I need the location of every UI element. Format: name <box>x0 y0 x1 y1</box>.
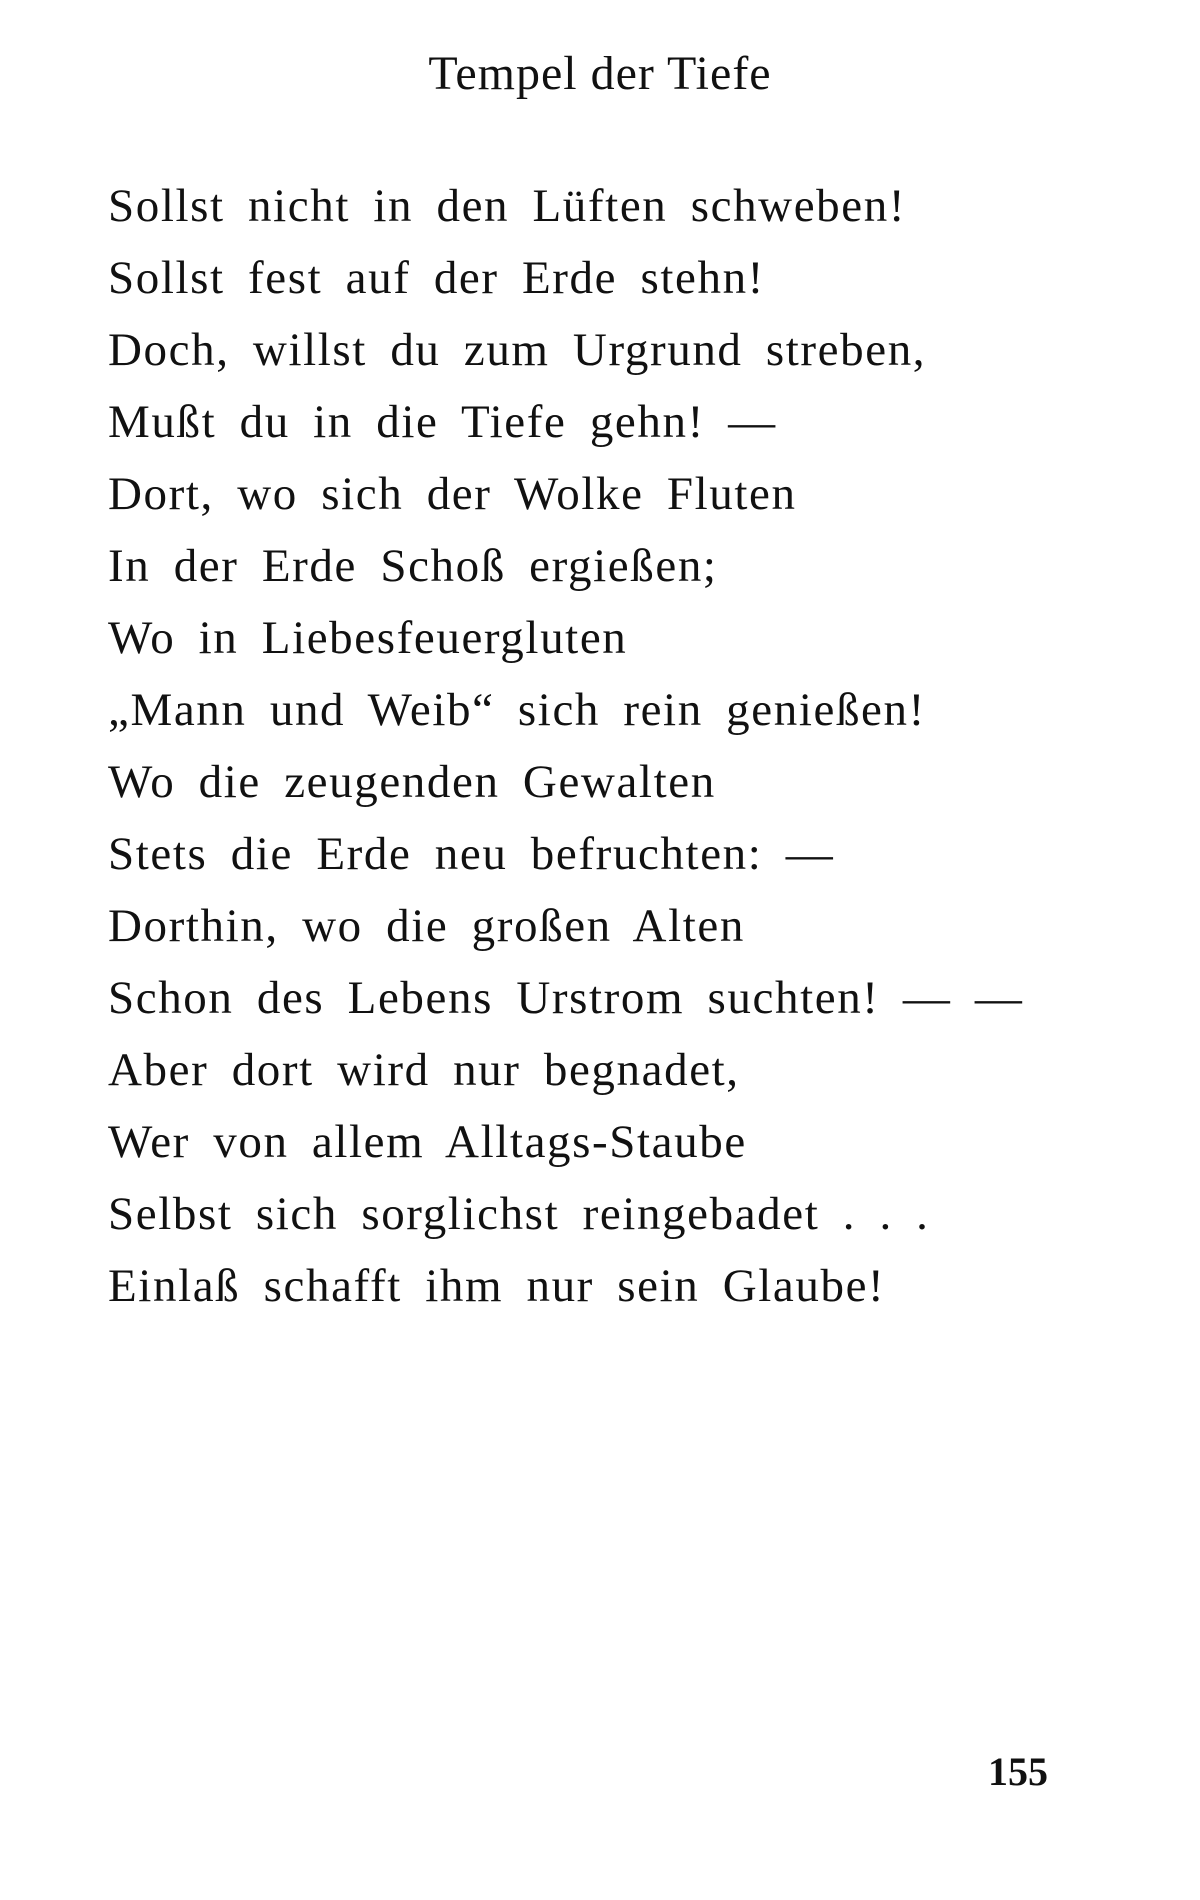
poem-line: Wo in Liebesfeuergluten <box>108 612 628 664</box>
poem-line: Einlaß schafft ihm nur sein Glaube! <box>108 1260 886 1312</box>
poem-line: Aber dort wird nur begnadet, <box>108 1044 740 1096</box>
poem-line: Mußt du in die Tiefe gehn! — <box>108 396 777 448</box>
poem-line: Doch, willst du zum Urgrund streben, <box>108 324 927 376</box>
poem-line: Dort, wo sich der Wolke Fluten <box>108 468 797 520</box>
poem-line: Selbst sich sorglichst reingebadet . . . <box>108 1188 930 1240</box>
poem-line: Wer von allem Alltags-Staube <box>108 1116 747 1168</box>
poem-line: Dorthin, wo die großen Alten <box>108 900 745 952</box>
poem-line: Sollst nicht in den Lüften schweben! <box>108 180 907 232</box>
page-number: 155 <box>988 1749 1048 1794</box>
poem-line: Stets die Erde neu befruchten: — <box>108 828 835 880</box>
poem-line: „Mann und Weib“ sich rein genießen! <box>108 684 926 736</box>
poem-body <box>108 170 1108 1322</box>
poem-line: In der Erde Schoß ergießen; <box>108 540 718 592</box>
poem-line: Schon des Lebens Urstrom suchten! — — <box>108 972 1024 1024</box>
poem-title: Tempel der Tiefe <box>428 47 772 100</box>
poem-line: Sollst fest auf der Erde stehn! <box>108 252 765 304</box>
poem-line: Wo die zeugenden Gewalten <box>108 756 716 808</box>
